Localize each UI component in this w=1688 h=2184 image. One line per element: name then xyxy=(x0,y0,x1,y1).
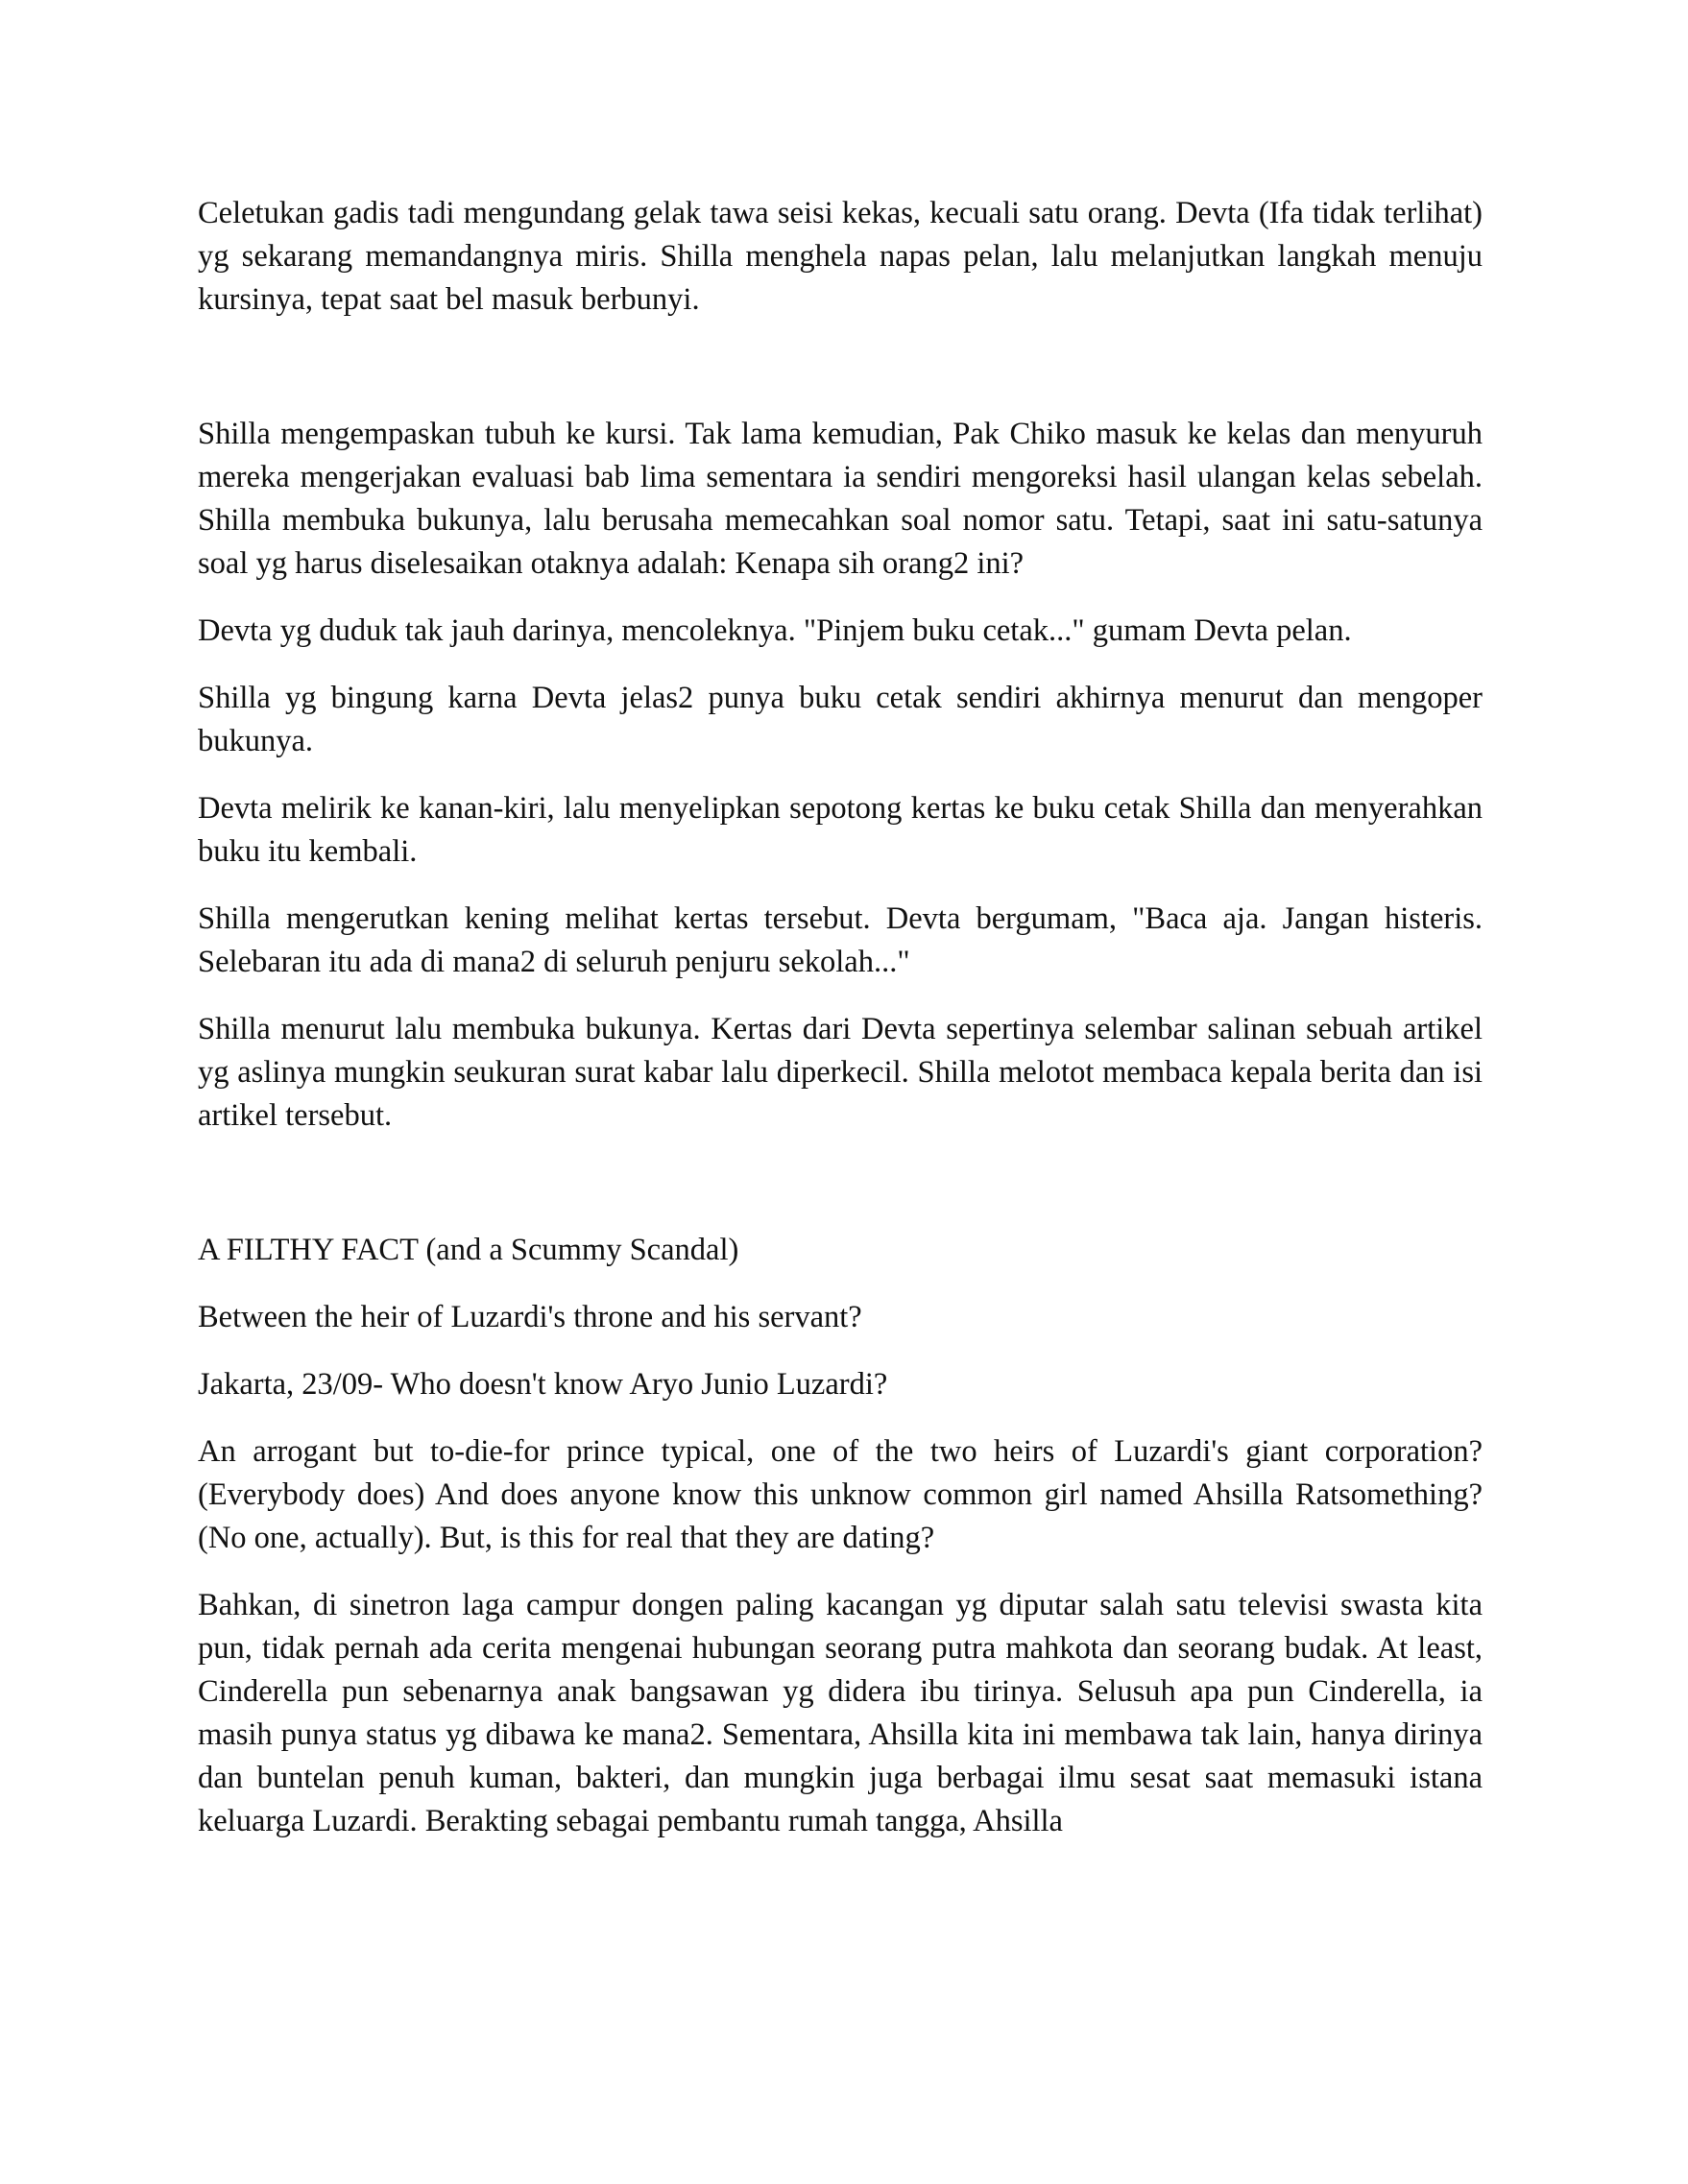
paragraph: Devta yg duduk tak jauh darinya, mencoleknya. "Pinjem buku cetak..." gumam Devta pelan. xyxy=(198,613,1352,648)
paragraph: Shilla mengempaskan tubuh ke kursi. Tak lama kemudian, Pak Chiko masuk ke kelas dan menyuruh mereka mengerjakan evaluasi bab lima sementara ia sendiri mengoreksi hasil ulangan kelas sebelah. Shilla membuka bukunya, lalu berusaha memecahkan soal nomor satu. Tetapi, saat ini satu-satunya soal yg harus diselesaikan otaknya adalah: Kenapa sih orang2 ini? xyxy=(198,417,1483,581)
article-dateline: Jakarta, 23/09- Who doesn't know Aryo Junio Luzardi? xyxy=(198,1367,888,1402)
paragraph: Shilla yg bingung karna Devta jelas2 punya buku cetak sendiri akhirnya menurut dan mengoper bukunya. xyxy=(198,681,1483,758)
article-headline: A FILTHY FACT (and a Scummy Scandal) xyxy=(198,1233,739,1267)
paragraph: Bahkan, di sinetron laga campur dongen paling kacangan yg diputar salah satu televisi swasta kita pun, tidak pernah ada cerita mengenai hubungan seorang putra mahkota dan seorang budak. At least, Cinderella pun sebenarnya anak bangsawan yg didera ibu tirinya. Selusuh apa pun Cinderella, ia masih punya status yg dibawa ke mana2. Sementara, Ahsilla kita ini membawa tak lain, hanya dirinya dan buntelan penuh kuman, bakteri, dan mungkin juga berbagai ilmu sesat saat memasuki istana keluarga Luzardi. Berakting sebagai pembantu rumah tangga, Ahsilla xyxy=(198,1588,1483,1838)
article-subheadline: Between the heir of Luzardi's throne and his servant? xyxy=(198,1300,862,1334)
paragraph: Shilla mengerutkan kening melihat kertas tersebut. Devta bergumam, "Baca aja. Jangan histeris. Selebaran itu ada di mana2 di seluruh penjuru sekolah..." xyxy=(198,901,1483,979)
paragraph: Devta melirik ke kanan-kiri, lalu menyelipkan sepotong kertas ke buku cetak Shilla dan menyerahkan buku itu kembali. xyxy=(198,791,1483,869)
paragraph: Celetukan gadis tadi mengundang gelak tawa seisi kekas, kecuali satu orang. Devta (Ifa tidak terlihat) yg sekarang memandangnya miris. Shilla menghela napas pelan, lalu melanjutkan langkah menuju kursinya, tepat saat bel masuk berbunyi. xyxy=(198,196,1483,317)
document-body xyxy=(198,192,1483,1867)
paragraph: An arrogant but to-die-for prince typical, one of the two heirs of Luzardi's giant corporation? (Everybody does) And does anyone know this unknow common girl named Ahsilla Ratsomething? (No one, actually). But, is this for real that they are dating? xyxy=(198,1434,1483,1555)
paragraph: Shilla menurut lalu membuka bukunya. Kertas dari Devta sepertinya selembar salinan sebuah artikel yg aslinya mungkin seukuran surat kabar lalu diperkecil. Shilla melotot membaca kepala berita dan isi artikel tersebut. xyxy=(198,1012,1483,1133)
